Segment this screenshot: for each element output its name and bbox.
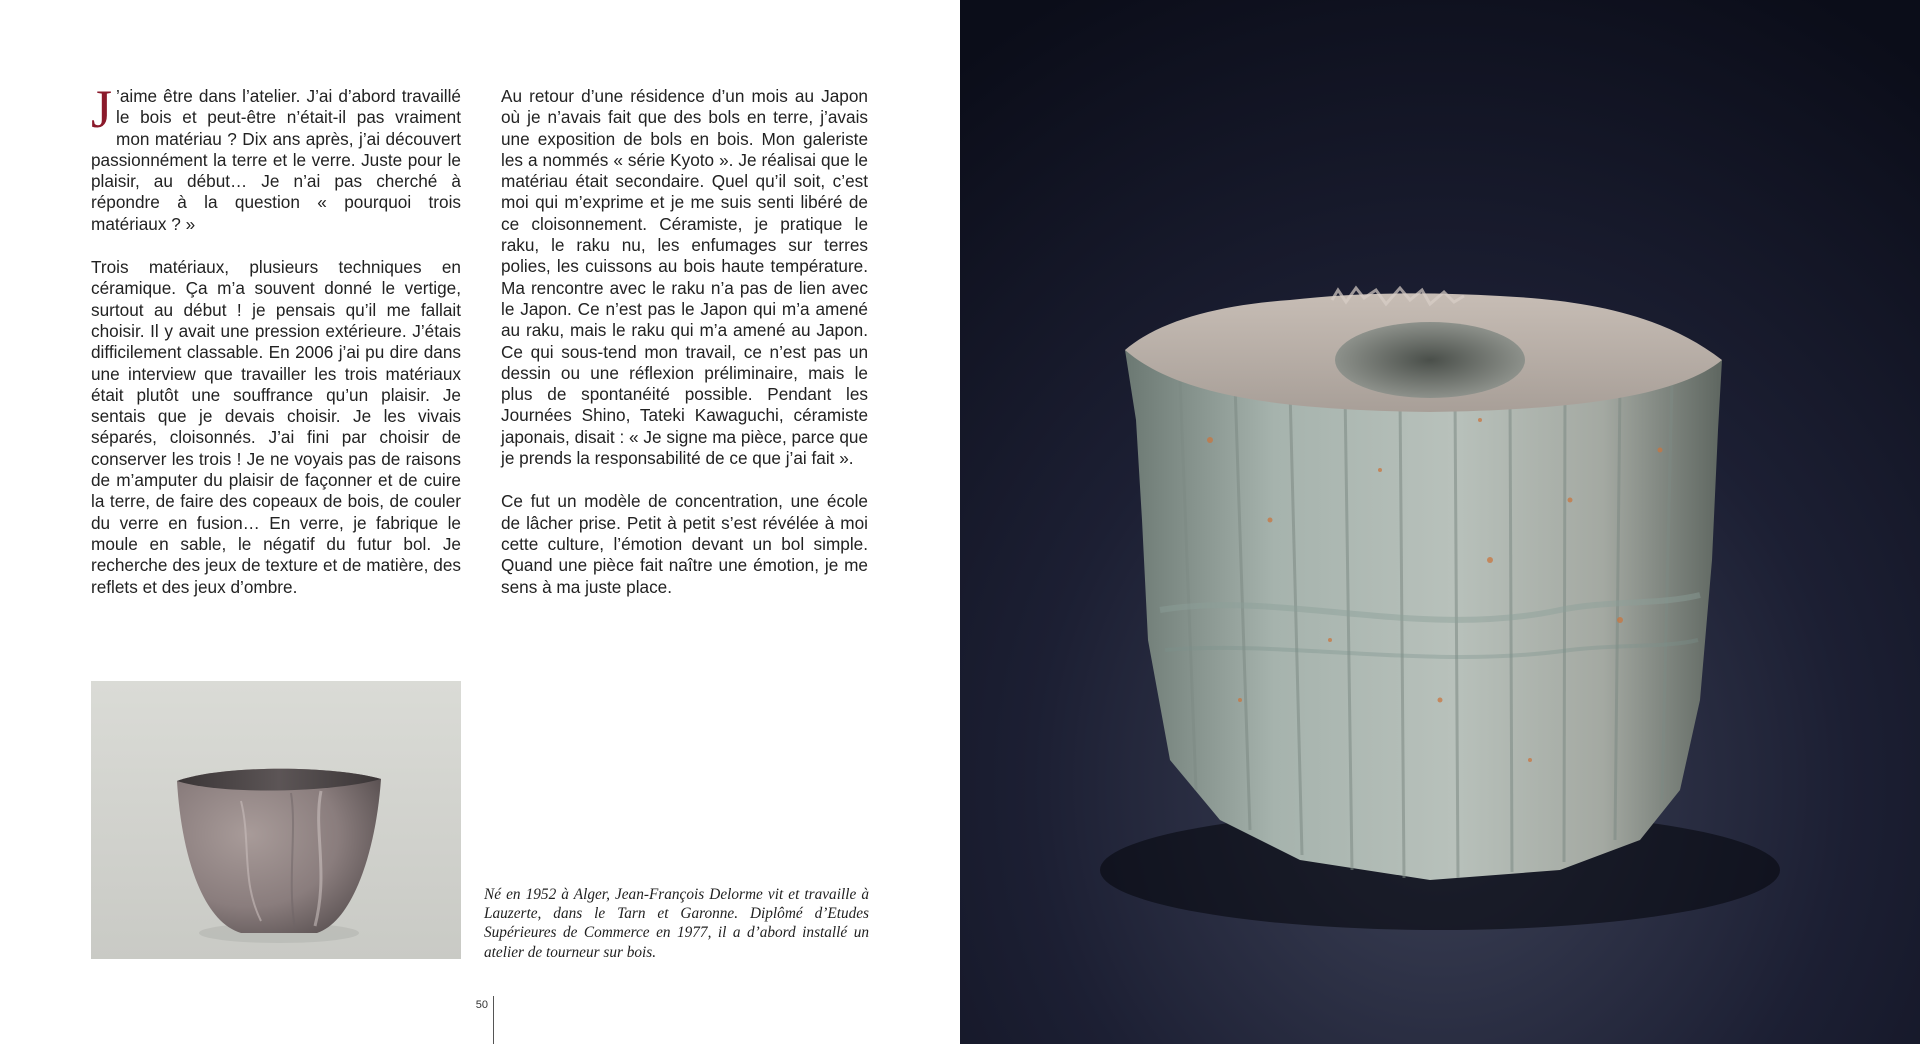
paragraph: Ce fut un modèle de concentration, une école de lâcher prise. Petit à petit s’est révélée à moi cette culture, l’émotion devant un bol simple. Quand une pièce fait naître une émotion, je me sens à ma juste place. <box>501 491 868 597</box>
glass-bowl-photo <box>960 0 1920 1044</box>
paragraph: Au retour d’une résidence d’un mois au Japon où je n’avais fait que des bols en terre, j’avais une exposition de bols en bois. Mon galeriste les a nommés « série Kyoto ». Je réalisai que le matériau était secondaire. Quel qu’il soit, c’est moi qui m’exprime et je me suis senti libéré de ce cloisonnement. Céramiste, je pratique le raku, le raku nu, les enfumages sur terres polies, les cuissons au bois haute température. Ma rencontre avec le raku n’a pas de lien avec le Japon. Ce n’est pas le Japon qui m’a amené au raku, mais le raku qui m’a amené au Japon. Ce qui sous-tend mon travail, ce n’est pas un dessin ou une réflexion préliminaire, mais le plus de spontanéité possible. Pendant les Journées Shino, Tateki Kawaguchi, céramiste japonais, disait : « Je signe ma pièce, parce que je prends la responsabilité de ce que j’ai fait ». <box>501 86 868 469</box>
text-column-2 <box>501 86 868 620</box>
dropcap: J <box>91 79 113 139</box>
raku-bowl-photo <box>91 681 461 959</box>
photo-caption: Né en 1952 à Alger, Jean-François Delorme vit et travaille à Lauzerte, dans le Tarn et Garonne. Diplômé d’Etudes Supérieures de Commerce en 1977, il a d’abord installé un atelier de tourneur sur bois. <box>484 886 869 961</box>
paragraph-text: ’aime être dans l’atelier. J’ai d’abord travaillé le bois et peut-être n’était-il pas vraiment mon matériau ? Dix ans après, j’ai découvert passionnément la terre et le verre. Juste pour le plaisir, au début… Je n’ai pas cherché à répondre à la question « pourquoi trois matériaux ? » <box>91 86 461 234</box>
page-number-rule <box>493 996 494 1044</box>
page-number: 50 <box>475 999 488 1011</box>
paragraph: Trois matériaux, plusieurs techniques en céramique. Ça m’a souvent donné le vertige, surtout au début ! je pensais qu’il me fallait choisir. Il y avait une pression extérieure. J’étais difficilement classable. En 2006 j’ai pu dire dans une interview que travailler les trois matériaux était plutôt une souffrance qu’un plaisir. Je sentais que je devais choisir. Je les vivais séparés, cloisonnés. J’ai fini par choisir de conserver les trois ! Je ne voyais pas de raisons de m’amputer du plaisir de façonner et de cuire la terre, de faire des copeaux de bois, de couler du verre en fusion… En verre, je fabrique le moule en sable, le négatif du futur bol. Je recherche des jeux de texture et de matière, des reflets et des jeux d’ombre. <box>91 257 461 597</box>
paragraph <box>91 79 461 235</box>
text-column-1 <box>91 79 461 620</box>
